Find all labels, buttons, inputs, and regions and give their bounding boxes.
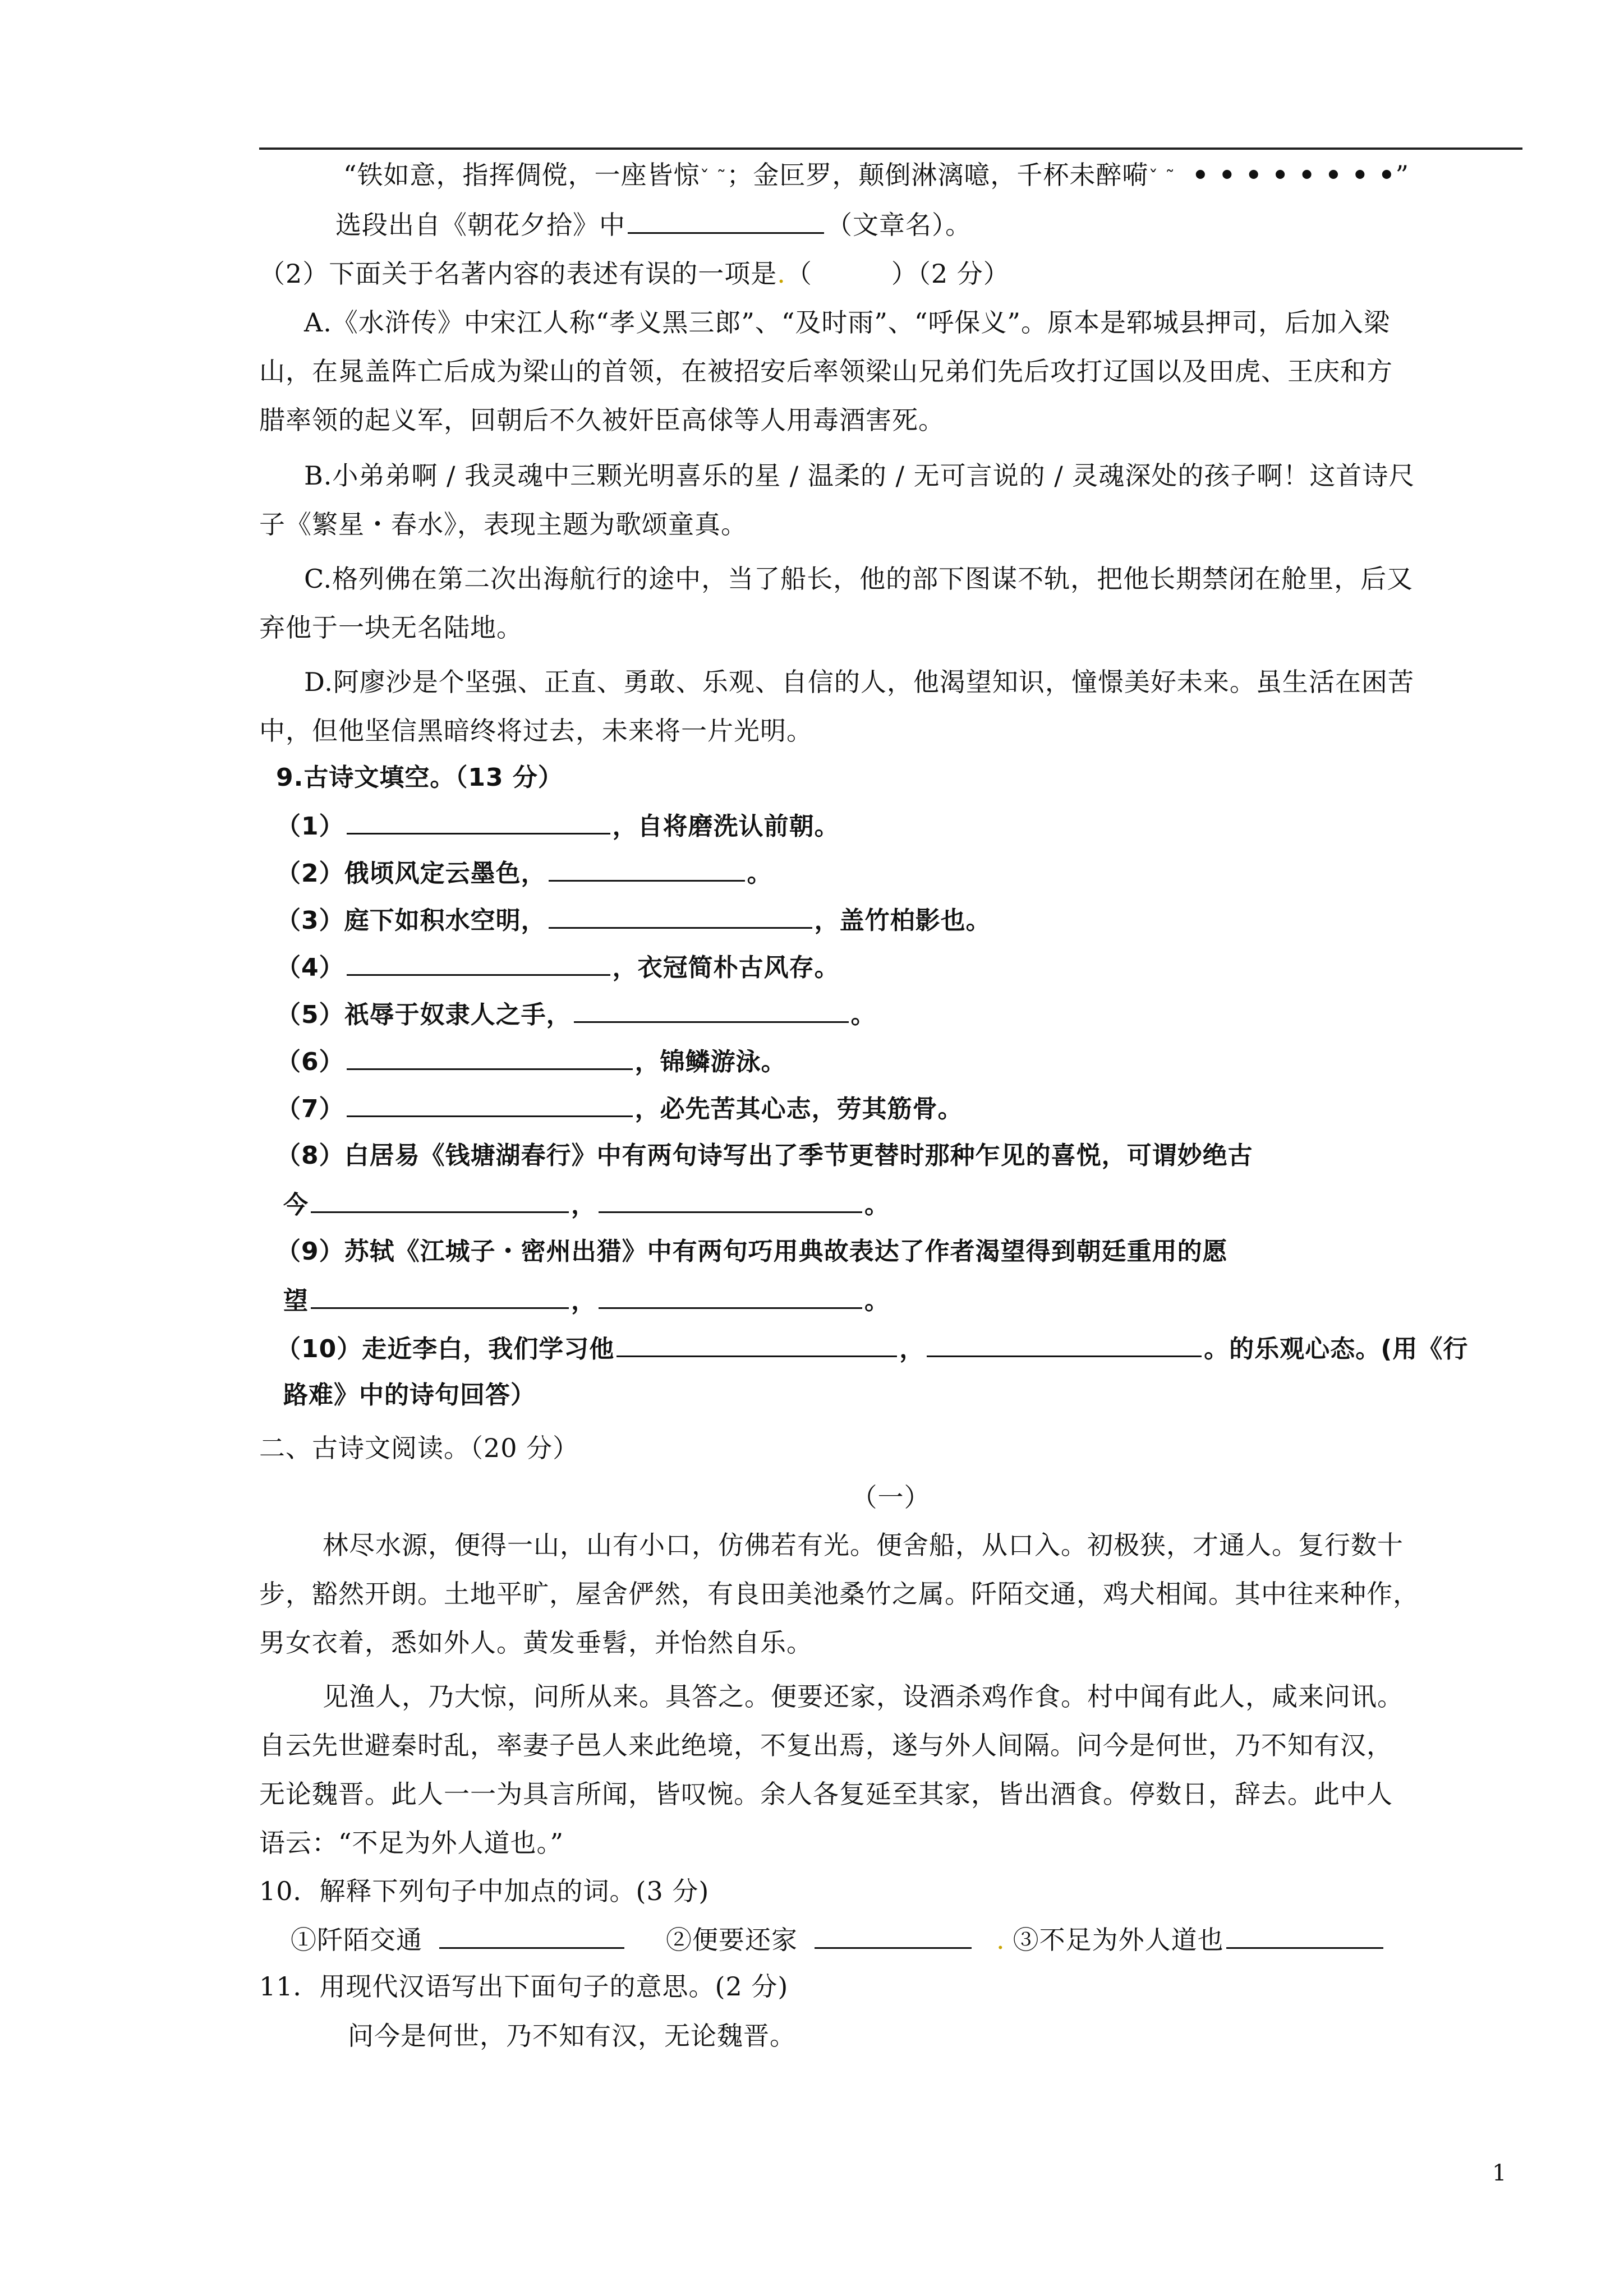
quote-line: “铁如意，指挥倜傥，一座皆惊ˇ ˜；金叵罗，颠倒淋漓噫，千杯未醉嗬ˇ ˜ • • • • • • • •” bbox=[343, 160, 1410, 190]
section2-sub1: （一） bbox=[851, 1482, 931, 1513]
q11-title: 11．用现代汉语写出下面句子的意思。(2 分) bbox=[259, 1971, 789, 2002]
q9-item-8-1: （8）白居易《钱塘湖春行》中有两句诗写出了季节更替时那种乍见的喜悦，可谓妙绝古 bbox=[276, 1141, 1253, 1170]
answer-blank[interactable] bbox=[347, 949, 610, 976]
answer-blank[interactable] bbox=[549, 902, 812, 929]
answer-blank[interactable] bbox=[617, 1331, 897, 1357]
answer-blank[interactable] bbox=[599, 1187, 862, 1213]
q8-option-c-2: 弃他于一块无名陆地。 bbox=[259, 612, 523, 643]
answer-blank[interactable] bbox=[599, 1283, 862, 1309]
q9-item-2: （2）俄顷风定云墨色， 。 bbox=[276, 855, 772, 891]
answer-blank[interactable] bbox=[311, 1283, 569, 1309]
passage-p2-3: 无论魏晋。此人一一为具言所闻，皆叹惋。余人各复延至其家，皆出酒食。停数日，辞去。此中人 bbox=[259, 1779, 1393, 1809]
q9-item-5: （5）祇辱于奴隶人之手， 。 bbox=[276, 997, 876, 1032]
passage-p1-3: 男女衣着，悉如外人。黄发垂髫，并怡然自乐。 bbox=[259, 1628, 813, 1658]
page-number: 1 bbox=[1492, 2160, 1507, 2186]
answer-blank[interactable] bbox=[815, 1922, 972, 1949]
answer-blank[interactable] bbox=[347, 808, 610, 835]
q10-items: ①阡陌交通 ②便要还家 . ③不足为外人道也 bbox=[291, 1922, 1386, 1957]
q10-title: 10．解释下列句子中加点的词。(3 分) bbox=[259, 1876, 710, 1906]
passage-p2-2: 自云先世避秦时乱，率妻子邑人来此绝境，不复出焉，遂与外人间隔。问今是何世，乃不知有汉， bbox=[259, 1730, 1393, 1760]
header-rule bbox=[259, 147, 1522, 150]
q9-item-9-1: （9）苏轼《江城子・密州出猎》中有两句巧用典故表达了作者渴望得到朝廷重用的愿 bbox=[276, 1237, 1228, 1266]
q8-option-b-1: B.小弟弟啊 / 我灵魂中三颗光明喜乐的星 / 温柔的 / 无可言说的 / 灵魂深处的孩子啊！这首诗尺 bbox=[304, 460, 1415, 491]
q11-sentence: 问今是何世，乃不知有汉，无论魏晋。 bbox=[348, 2021, 796, 2051]
answer-blank[interactable] bbox=[347, 1044, 633, 1070]
section2-title: 二、古诗文阅读。（20 分） bbox=[259, 1433, 579, 1463]
q9-item-1: （1） ，自将磨洗认前朝。 bbox=[276, 808, 840, 843]
answer-blank[interactable] bbox=[1226, 1922, 1383, 1949]
answer-blank[interactable] bbox=[347, 1091, 633, 1117]
q9-item-9-2: 望 ， 。 bbox=[283, 1283, 890, 1318]
answer-blank[interactable] bbox=[927, 1331, 1202, 1357]
q8-option-d-2: 中，但他坚信黑暗终将过去，未来将一片光明。 bbox=[259, 716, 813, 746]
passage-p1-2: 步，豁然开朗。土地平旷，屋舍俨然，有良田美池桑竹之属。阡陌交通，鸡犬相闻。其中往来种作， bbox=[259, 1579, 1419, 1609]
q9-item-10-1: （10）走近李白，我们学习他 ， 。的乐观心态。(用《行 bbox=[276, 1331, 1468, 1366]
passage-p1-1: 林尽水源，便得一山，山有小口，仿佛若有光。便舍船，从口入。初极狭，才通人。复行数十 bbox=[323, 1530, 1404, 1560]
q8-option-a-3: 腊率领的起义军，回朝后不久被奸臣高俅等人用毒酒害死。 bbox=[259, 405, 945, 435]
q9-item-8-2: 今 ， 。 bbox=[283, 1187, 890, 1222]
answer-blank[interactable] bbox=[311, 1187, 569, 1213]
answer-blank[interactable] bbox=[549, 855, 745, 882]
answer-blank[interactable] bbox=[439, 1922, 624, 1949]
answer-blank[interactable] bbox=[574, 997, 849, 1023]
q8-option-a-2: 山，在晁盖阵亡后成为梁山的首领，在被招安后率领梁山兄弟们先后攻打辽国以及田虎、王庆和方 bbox=[259, 356, 1393, 386]
q8-option-d-1: D.阿廖沙是个坚强、正直、勇敢、乐观、自信的人，他渴望知识，憧憬美好未来。虽生活在困苦 bbox=[304, 667, 1414, 697]
passage-p2-1: 见渔人，乃大惊，问所从来。具答之。便要还家，设酒杀鸡作食。村中闻有此人，咸来问讯。 bbox=[323, 1681, 1404, 1712]
q8-option-a-1: A.《水浒传》中宋江人称“孝义黑三郎”、“及时雨”、“呼保义”。原本是郓城县押司，后加入梁 bbox=[304, 307, 1390, 338]
q9-title: 9.古诗文填空。（13 分） bbox=[276, 763, 563, 792]
q9-item-3: （3）庭下如积水空明， ，盖竹柏影也。 bbox=[276, 902, 991, 938]
q8-line1: 选段出自《朝花夕拾》中 （文章名）。 bbox=[335, 208, 972, 242]
answer-blank[interactable] bbox=[628, 208, 824, 234]
q8-option-b-2: 子《繁星・春水》，表现主题为歌颂童真。 bbox=[259, 509, 747, 540]
q8-option-c-1: C.格列佛在第二次出海航行的途中，当了船长，他的部下图谋不轨，把他长期禁闭在舱里，后又 bbox=[304, 564, 1414, 594]
q9-item-4: （4） ，衣冠简朴古风存。 bbox=[276, 949, 840, 985]
q9-item-7: （7） ，必先苦其心志，劳其筋骨。 bbox=[276, 1091, 963, 1126]
q8-sub2: （2）下面关于名著内容的表述有误的一项是.（ ）（2 分） bbox=[259, 259, 1010, 289]
q9-item-10-2: 路难》中的诗句回答） bbox=[283, 1381, 536, 1409]
passage-p2-4: 语云：“不足为外人道也。” bbox=[259, 1828, 564, 1858]
q9-item-6: （6） ，锦鳞游泳。 bbox=[276, 1044, 786, 1079]
